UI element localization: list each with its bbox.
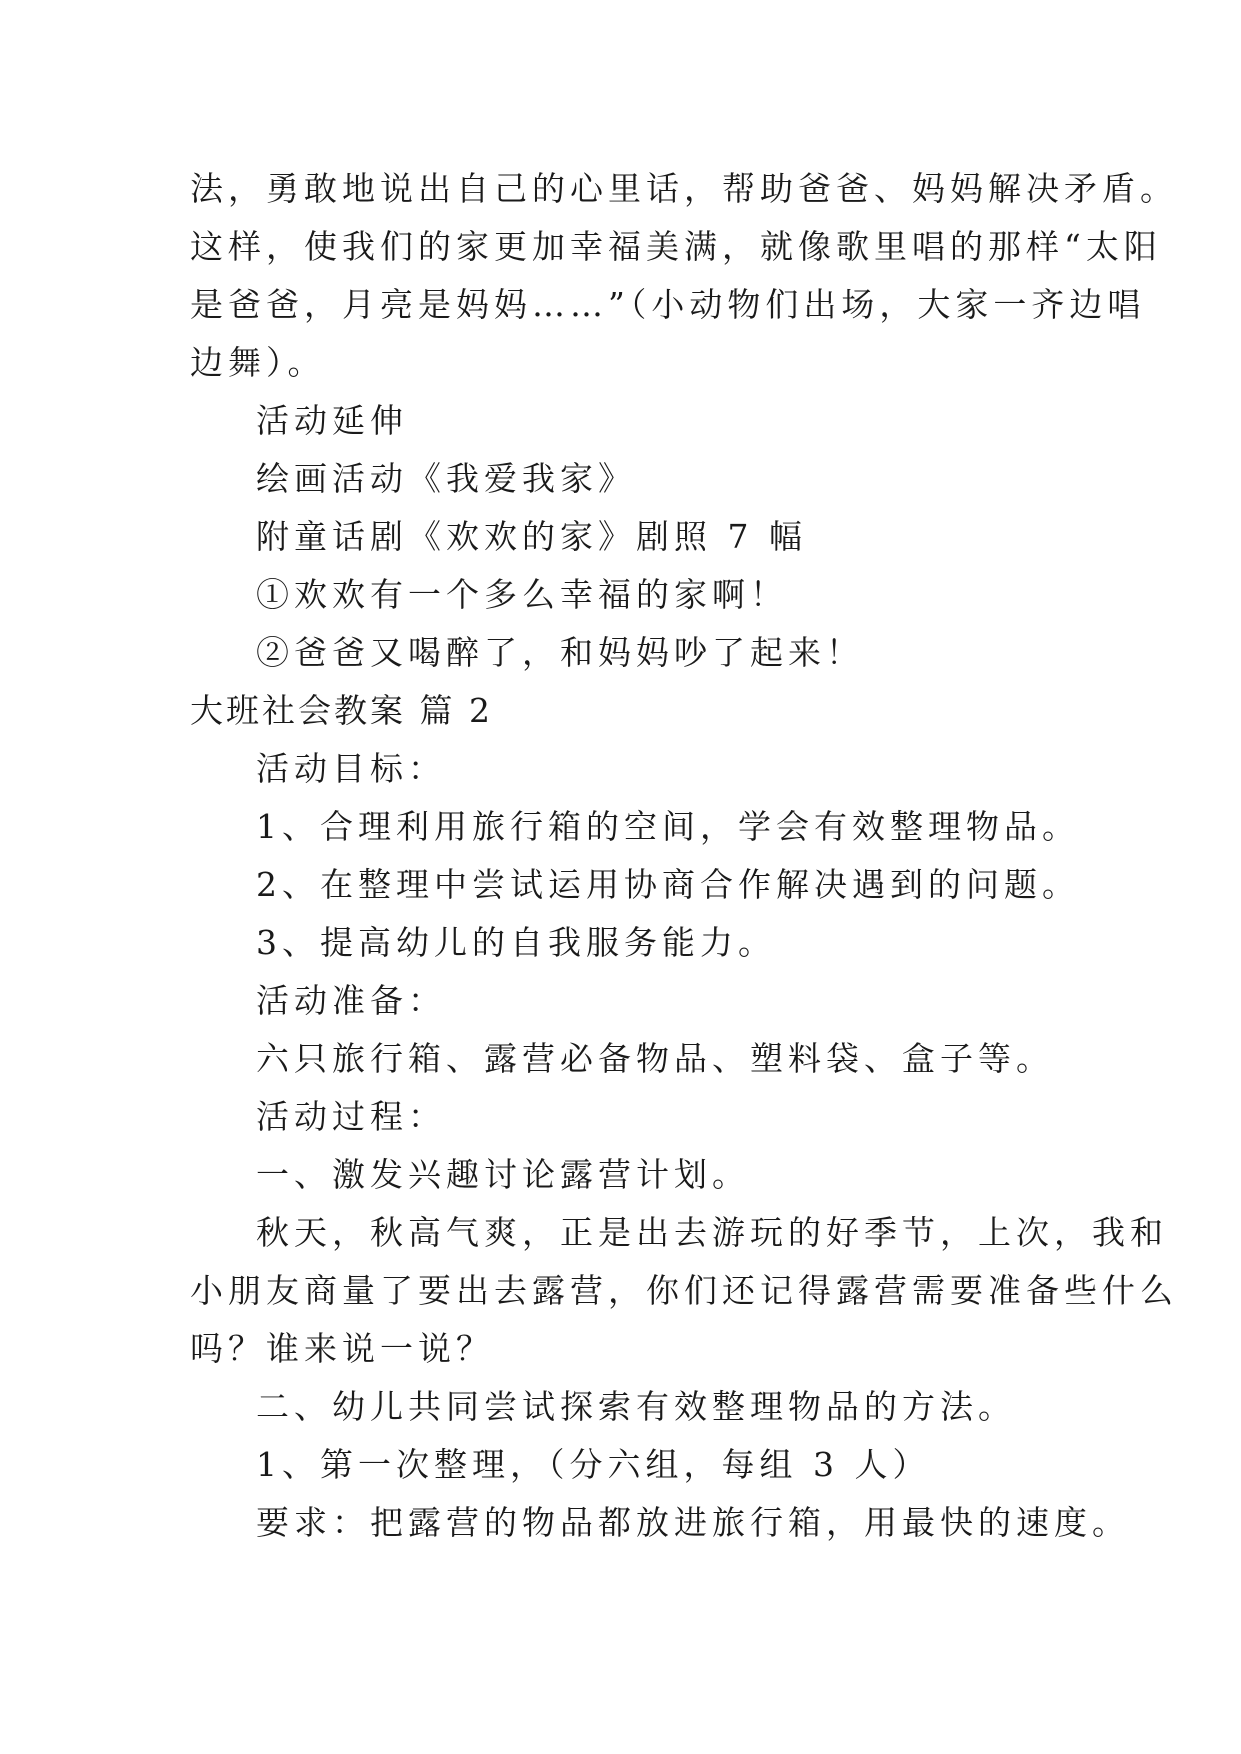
step-requirement: 要求：把露营的物品都放进旅行箱，用最快的速度。 (256, 1503, 1130, 1542)
document-page (190, 160, 1178, 1552)
goal-item: 2、在整理中尝试运用协商合作解决遇到的问题。 (256, 865, 1080, 904)
goal-item: 1、合理利用旅行箱的空间，学会有效整理物品。 (256, 807, 1080, 846)
prep-label: 活动准备： (256, 981, 446, 1020)
photo-caption-1: ①欢欢有一个多么幸福的家啊！ (256, 575, 788, 614)
photo-caption-2: ②爸爸又喝醉了，和妈妈吵了起来！ (256, 633, 864, 672)
step-heading: 二、幼儿共同尝试探索有效整理物品的方法。 (256, 1387, 1016, 1426)
step-heading: 一、激发兴趣讨论露营计划。 (256, 1155, 750, 1194)
goal-label: 活动目标： (256, 749, 446, 788)
step-text-line: 吗？谁来说一说？ (190, 1329, 494, 1368)
activity-extension-label: 活动延伸 (256, 401, 408, 440)
drawing-activity-line: 绘画活动《我爱我家》 (256, 459, 636, 498)
step-subheading: 1、第一次整理，（分六组，每组 3 人） (256, 1445, 931, 1484)
step-text-line: 小朋友商量了要出去露营，你们还记得露营需要准备些什么 (190, 1271, 1178, 1310)
process-label: 活动过程： (256, 1097, 446, 1136)
section-title: 大班社会教案 篇 2 (190, 691, 493, 730)
attachment-line: 附童话剧《欢欢的家》剧照 7 幅 (256, 517, 807, 556)
step-text-line: 秋天，秋高气爽，正是出去游玩的好季节，上次，我和 (256, 1213, 1168, 1252)
prep-text: 六只旅行箱、露营必备物品、塑料袋、盒子等。 (256, 1039, 1054, 1078)
text-line: 是爸爸，月亮是妈妈……”（小动物们出场，大家一齐边唱 (190, 285, 1146, 324)
text-line: 边舞）。 (190, 343, 326, 382)
text-line: 法，勇敢地说出自己的心里话，帮助爸爸、妈妈解决矛盾。 (190, 169, 1178, 208)
text-line: 这样，使我们的家更加幸福美满，就像歌里唱的那样“太阳 (190, 227, 1162, 266)
goal-item: 3、提高幼儿的自我服务能力。 (256, 923, 776, 962)
